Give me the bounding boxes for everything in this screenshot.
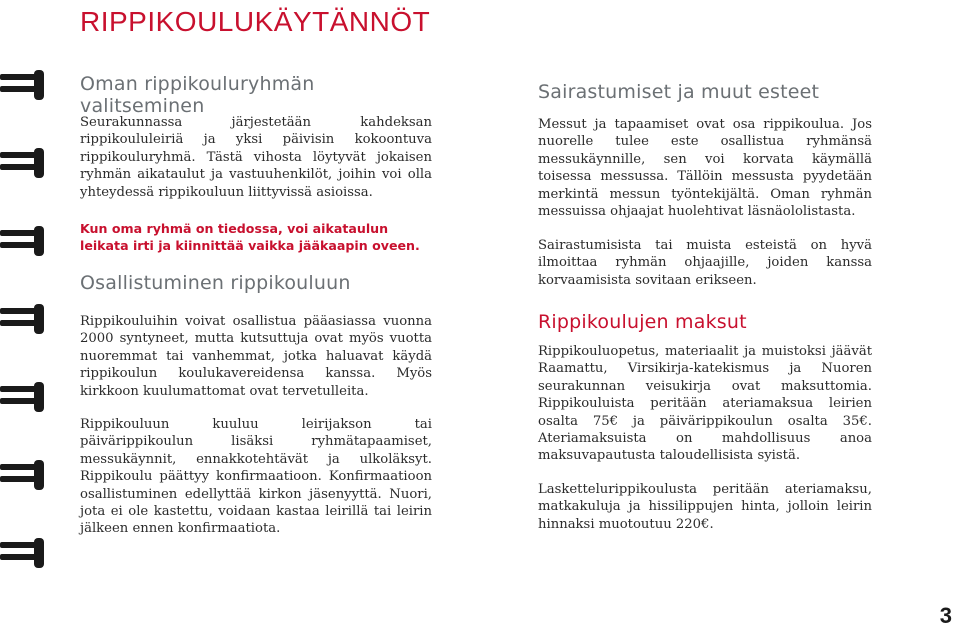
page-title: RIPPIKOULUKÄYTÄNNÖT <box>80 6 431 37</box>
paragraph-notify: Sairastumisista tai muista esteistä on hyvä ilmoittaa ryhmän ohjaajille, joiden kanssa korvaamisista sovitaan erikseen. <box>538 238 872 288</box>
binding-ring-icon <box>0 382 48 412</box>
section-heading-participation: Osallistuminen rippikouluun <box>80 272 351 294</box>
section-heading-choose-group: Oman rippikouluryhmän valitseminen <box>80 73 315 117</box>
paragraph-participation: Rippikouluihin voivat osallistua pääasiassa vuonna 2000 syntyneet, mutta kutsuttuja ovat myös vuotta nuoremmat tai vanhemmat, jotka haluavat käydä rippikoulun koulukavereidensa kanssa. Myös kirkkoon kuulumattomat ovat tervetulleita. <box>80 314 432 399</box>
section-heading-illness: Sairastumiset ja muut esteet <box>538 81 820 103</box>
spiral-binding <box>0 60 48 600</box>
highlight-note: Kun oma ryhmä on tiedossa, voi aikataulun leikata irti ja kiinnittää vaikka jääkaapin oveen. <box>80 221 420 253</box>
binding-ring-icon <box>0 148 48 178</box>
binding-ring-icon <box>0 226 48 256</box>
section-heading-fees: Rippikoulujen maksut <box>538 311 747 333</box>
paragraph-fees: Rippikouluopetus, materiaalit ja muistoksi jäävät Raamattu, Virsikirja-katekismus ja Nuoren seurakunnan veisukirja ovat maksuttomia. Rippikouluista peritään ateriamaksua leirien osalta 75€ ja päivärippikoulun osalta 35€. Ateriamaksuista on mahdollisuus anoa maksuvapautusta taloudellisista syistä. <box>538 344 872 464</box>
binding-ring-icon <box>0 70 48 100</box>
paragraph-program-contents: Rippikouluun kuuluu leirijakson tai päivärippikoulun lisäksi ryhmätapaamiset, messukäynnit, ennakkotehtävät ja ulkoläksyt. Rippikoulu päättyy konfirmaatioon. Konfirmaatioon osallistuminen edellyttää kirkon jäsenyyttä. Nuori, jota ei ole kastettu, voidaan kastaa leirillä tai leirin jälkeen ennen konfirmaatiota. <box>80 417 432 537</box>
paragraph-choose-group: Seurakunnassa järjestetään kahdeksan rippikoululeiriä ja yksi päivisin kokoontuva rippikouluryhmä. Tästä vihosta löytyvät jokaisen ryhmän aikataulut ja vastuuhenkilöt, joihin voi olla yhteydessä rippikouluun liittyvissä asioissa. <box>80 115 432 200</box>
paragraph-illness: Messut ja tapaamiset ovat osa rippikoulua. Jos nuorelle tulee este osallistua ryhmänsä messukäynnille, sen voi korvata käymällä toisessa messussa. Tällöin messusta pyydetään merkintä messun työntekijältä. Oman ryhmän messuissa ohjaajat huolehtivat läsnäololistasta. <box>538 117 872 220</box>
paragraph-ski-fees: Laskettelurippikoulusta peritään ateriamaksu, matkakuluja ja hissilippujen hinta, jolloin leirin hinnaksi muotoutuu 220€. <box>538 482 872 532</box>
binding-ring-icon <box>0 538 48 568</box>
binding-ring-icon <box>0 460 48 490</box>
binding-ring-icon <box>0 304 48 334</box>
page-number: 3 <box>939 603 952 628</box>
